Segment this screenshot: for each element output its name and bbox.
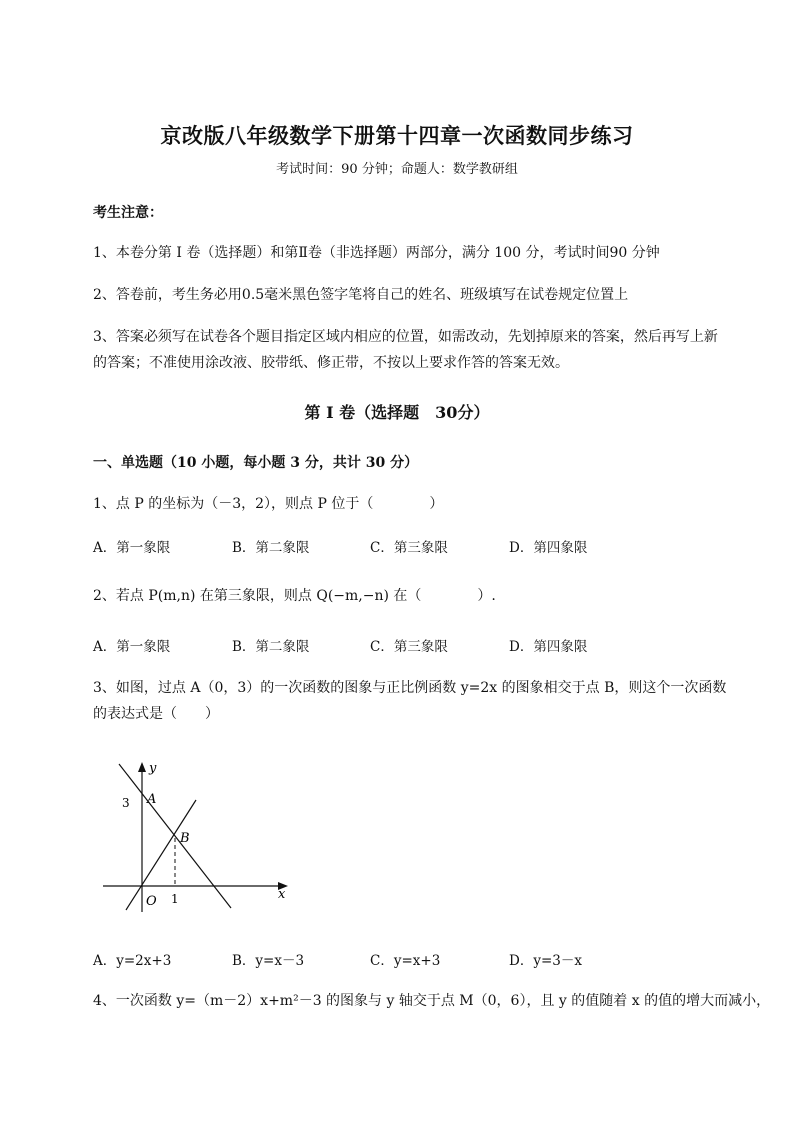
q1-option-d[interactable]: D．第四象限 bbox=[509, 540, 588, 556]
y-axis-label: y bbox=[149, 761, 157, 776]
q3-option-a[interactable]: A．y=2x+3 bbox=[93, 953, 172, 969]
note-item-3: 3、答案必须写在试卷各个题目指定区域内相应的位置，如需改动，先划掉原来的答案，然后再写上新 bbox=[93, 329, 718, 345]
q1-option-a[interactable]: A．第一象限 bbox=[93, 540, 171, 556]
page-title: 京改版八年级数学下册第十四章一次函数同步练习 bbox=[160, 123, 634, 148]
point-b-label: B bbox=[180, 831, 190, 846]
tick-1-label: 1 bbox=[171, 892, 179, 906]
note-item-2: 2、答卷前，考生务必用0.5毫米黑色签字笔将自己的姓名、班级填写在试卷规定位置上 bbox=[93, 287, 629, 303]
note-item-3-cont: 的答案；不准使用涂改液、胶带纸、修正带，不按以上要求作答的答案无效。 bbox=[93, 355, 569, 371]
question-4-stem: 4、一次函数 y=（m－2）x+m²－3 的图象与 y 轴交于点 M（0，6），且 y 的值随着 x 的值的增大而减小， bbox=[93, 993, 771, 1009]
question-1-stem: 1、点 P 的坐标为（－3，2），则点 P 位于（ ） bbox=[93, 496, 444, 512]
x-axis-label: x bbox=[278, 887, 286, 902]
q1-option-b[interactable]: B．第二象限 bbox=[232, 540, 310, 556]
q2-option-d[interactable]: D．第四象限 bbox=[509, 639, 588, 655]
tick-3-label: 3 bbox=[122, 796, 130, 810]
q3-option-d[interactable]: D．y=3－x bbox=[509, 953, 582, 969]
part-heading: 一、单选题（10 小题，每小题 3 分，共计 30 分） bbox=[93, 455, 419, 471]
q3-option-b[interactable]: B．y=x－3 bbox=[232, 953, 305, 969]
point-a-label: A bbox=[147, 792, 157, 807]
notes-heading: 考生注意： bbox=[93, 205, 163, 221]
section-title: 第 I 卷（选择题 30分） bbox=[304, 403, 490, 422]
q2-option-b[interactable]: B．第二象限 bbox=[232, 639, 310, 655]
question-3-stem-line-2: 的表达式是（ ） bbox=[93, 706, 219, 722]
y-axis-arrow bbox=[138, 762, 146, 772]
q2-option-a[interactable]: A．第一象限 bbox=[93, 639, 171, 655]
exam-info: 考试时间：90 分钟；命题人：数学教研组 bbox=[276, 162, 518, 177]
q1-option-c[interactable]: C．第三象限 bbox=[370, 540, 448, 556]
line-y-2x bbox=[126, 800, 196, 910]
q3-option-c[interactable]: C．y=x+3 bbox=[370, 953, 441, 969]
question-3-stem-line-1: 3、如图，过点 A（0，3）的一次函数的图象与正比例函数 y=2x 的图象相交于点 B，则这个一次函数 bbox=[93, 680, 727, 696]
q2-option-c[interactable]: C．第三象限 bbox=[370, 639, 448, 655]
note-item-1: 1、本卷分第 I 卷（选择题）和第Ⅱ卷（非选择题）两部分，满分 100 分，考试时间90 分钟 bbox=[93, 245, 660, 261]
question-2-stem: 2、若点 P(m,n) 在第三象限，则点 Q(−m,−n) 在（ ）. bbox=[93, 588, 496, 604]
origin-label: O bbox=[146, 894, 157, 909]
